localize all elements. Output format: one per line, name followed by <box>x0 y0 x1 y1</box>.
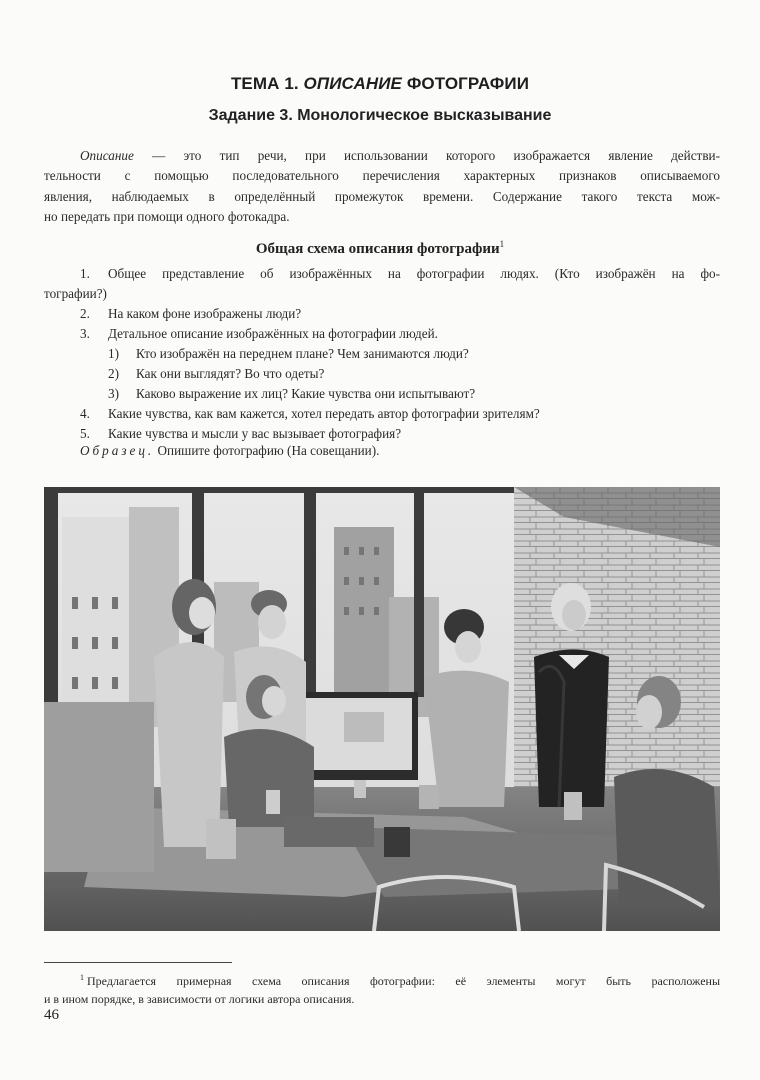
list-item-text: Общее представление об изображённых на фотографии людях. (Кто изображён на фо- <box>108 266 720 281</box>
list-item-number: 2) <box>108 366 119 381</box>
topic-italic: ОПИСАНИЕ <box>303 74 402 93</box>
office-meeting-photo <box>44 487 720 931</box>
list-item <box>44 264 720 284</box>
list-item <box>44 404 720 424</box>
scheme-list <box>44 264 720 444</box>
list-item-text: Какие чувства, как вам кажется, хотел передать автор фотографии зрителям? <box>108 406 540 421</box>
sub-list-item <box>44 364 720 384</box>
photo-grain <box>44 487 720 931</box>
intro-line: явления, наблюдаемых в определённый промежуток времени. Содержание такого текста мож- <box>44 188 720 204</box>
list-item-number: 1. <box>80 266 90 281</box>
intro-paragraph <box>44 146 720 228</box>
list-item-text: Кто изображён на переднем плане? Чем занимаются люди? <box>136 346 469 361</box>
list-item-text: На каком фоне изображены люди? <box>108 306 302 321</box>
list-item-number: 3) <box>108 386 119 401</box>
list-item <box>44 304 720 324</box>
list-item-continuation: тографии?) <box>44 286 107 301</box>
sample-label: Образец. <box>80 443 155 458</box>
list-item-number: 4. <box>80 406 90 421</box>
list-item-number: 5. <box>80 426 90 441</box>
sample-task <box>80 443 379 459</box>
intro-line: тельности с помощью последовательного перечисления характерных признаков описываемого <box>44 168 720 184</box>
list-item <box>44 424 720 444</box>
task-title: Задание 3. Монологическое высказывание <box>208 107 552 124</box>
scheme-title <box>0 239 760 258</box>
topic-suffix: ФОТОГРАФИИ <box>402 74 530 93</box>
page-number: 46 <box>44 1007 59 1023</box>
footnote <box>44 969 720 1008</box>
intro-term: Описание <box>80 148 134 163</box>
footnote-line: и в ином порядке, в зависимости от логики автора описания. <box>44 992 355 1006</box>
footnote-line <box>44 969 720 990</box>
sub-list-item <box>44 384 720 404</box>
intro-line <box>44 146 720 166</box>
topic-heading <box>0 74 760 94</box>
list-item-number: 1) <box>108 346 119 361</box>
footnote-mark: 1 <box>80 973 84 982</box>
topic-prefix: ТЕМА 1. <box>230 74 304 93</box>
list-item-text: Детальное описание изображённых на фотографии людей. <box>108 326 438 341</box>
footnote-text: Предлагается примерная схема описания фотографии: её элементы могут быть расположены <box>87 974 720 988</box>
footnote-divider <box>44 962 232 963</box>
list-item-number: 3. <box>80 326 90 341</box>
footnote-ref[interactable]: 1 <box>499 239 505 249</box>
list-item-number: 2. <box>80 306 90 321</box>
photo-illustration <box>44 487 720 931</box>
intro-line-text: — это тип речи, при использовании которого изображается явление действи- <box>133 148 720 163</box>
list-item-text: Каково выражение их лиц? Какие чувства они испытывают? <box>136 386 476 401</box>
list-item-text: Как они выглядят? Во что одеты? <box>136 366 325 381</box>
scheme-title-text: Общая схема описания фотографии <box>255 241 500 257</box>
list-item <box>44 324 720 344</box>
sub-list-item <box>44 344 720 364</box>
sample-text: Опишите фотографию (На совещании). <box>154 443 380 458</box>
intro-line: но передать при помощи одного фотокадра. <box>44 209 290 225</box>
list-item-text: Какие чувства и мысли у вас вызывает фотография? <box>108 426 402 441</box>
